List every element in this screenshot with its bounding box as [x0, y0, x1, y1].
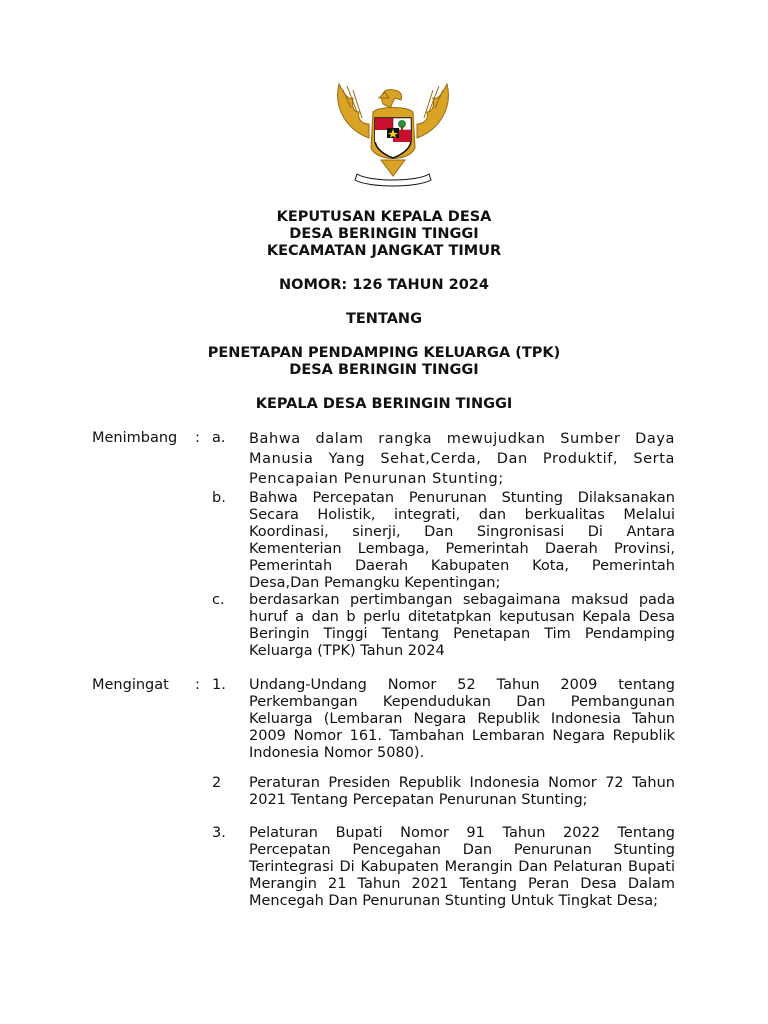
mengingat-item-1: Undang-Undang Nomor 52 Tahun 2009 tentang Perkembangan Kependudukan Dan Pembangunan Keluarga (Lembaran Negara Republik Indonesia Tahun 2009 Nomor 161. Tambahan Lembaran Negara Republik Indonesia Nomor 5080).	[249, 677, 675, 761]
menimbang-marker-b: b.	[212, 490, 226, 506]
mengingat-colon: :	[195, 677, 200, 693]
garuda-emblem-icon	[329, 78, 457, 190]
subject-line-2: DESA BERINGIN TINGGI	[289, 362, 479, 378]
menimbang-marker-c: c.	[212, 592, 225, 608]
mengingat-item-3: Pelaturan Bupati Nomor 91 Tahun 2022 Tentang Percepatan Pencegahan Dan Penurunan Stunting Terintegrasi Di Kabupaten Merangin Dan Pelaturan Bupati Merangin 21 Tahun 2021 Tentang Peran Desa Dalam Mencegah Dan Penurunan Stunting Untuk Tingkat Desa;	[249, 825, 675, 909]
mengingat-marker-1: 1.	[212, 677, 226, 693]
mengingat-marker-2: 2	[212, 775, 222, 791]
menimbang-item-b: Bahwa Percepatan Penurunan Stunting Dilaksanakan Secara Holistik, integrati, dan berkualitas Melalui Koordinasi, sinerji, Dan Singronisasi Di Antara Kementerian Lembaga, Pemerintah Daerah Provinsi, Pemerintah Daerah Kabupaten Kota, Pemerintah Desa,Dan Pemangku Kepentingan;	[249, 490, 675, 591]
menimbang-item-c: berdasarkan pertimbangan sebagaimana maksud pada huruf a dan b perlu ditetatpkan keputusan Kepala Desa Beringin Tinggi Tentang Penetapan Tim Pendamping Keluarga (TPK) Tahun 2024	[249, 592, 675, 659]
title-line-1: KEPUTUSAN KEPALA DESA	[276, 209, 492, 225]
title-line-2: DESA BERINGIN TINGGI	[289, 226, 479, 242]
menimbang-colon: :	[195, 430, 200, 446]
authority-heading: KEPALA DESA BERINGIN TINGGI	[255, 396, 513, 412]
menimbang-label: Menimbang	[92, 430, 178, 446]
title-line-3: KECAMATAN JANGKAT TIMUR	[266, 243, 502, 259]
decree-number: NOMOR: 126 TAHUN 2024	[279, 277, 489, 293]
mengingat-label: Mengingat	[92, 677, 169, 693]
menimbang-item-a: Bahwa dalam rangka mewujudkan Sumber Daya Manusia Yang Sehat,Cerda, Dan Produktif, Serta Pencapaian Penurunan Stunting;	[249, 431, 675, 487]
menimbang-marker-a: a.	[212, 430, 226, 446]
tentang-heading: TENTANG	[346, 311, 422, 327]
subject-line-1: PENETAPAN PENDAMPING KELUARGA (TPK)	[207, 345, 561, 361]
mengingat-item-2: Peraturan Presiden Republik Indonesia Nomor 72 Tahun 2021 Tentang Percepatan Penurunan Stunting;	[249, 775, 675, 808]
mengingat-marker-3: 3.	[212, 825, 226, 841]
